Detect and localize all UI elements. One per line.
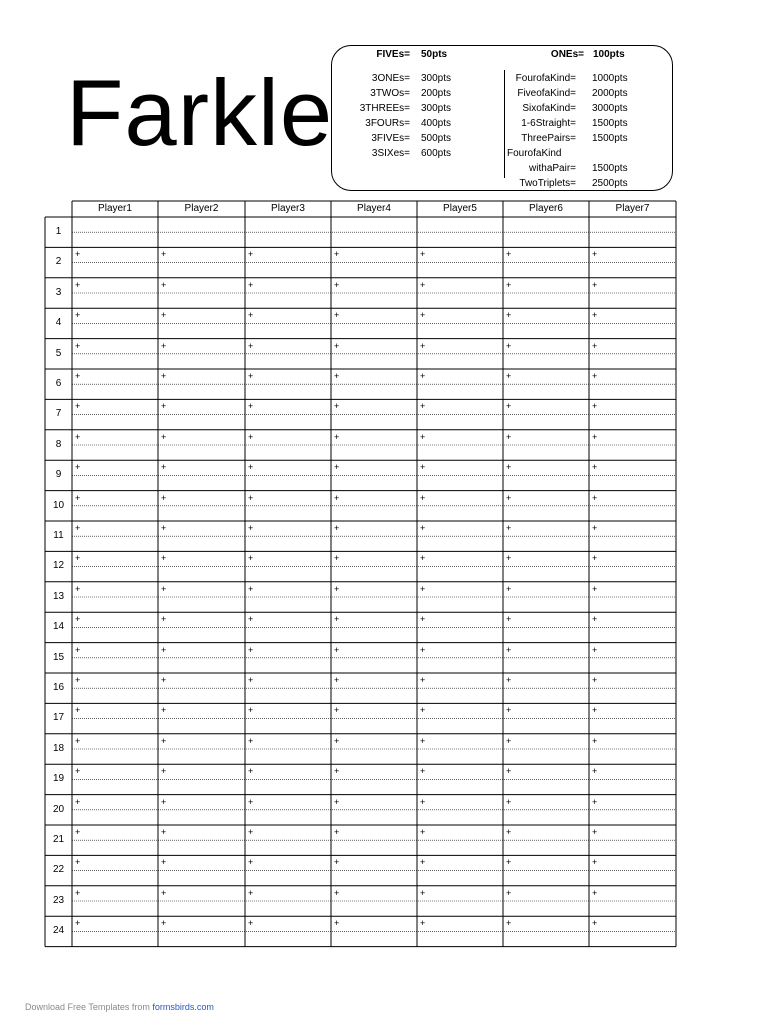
player-header: Player3	[271, 203, 305, 214]
score-cell-plus: +	[248, 644, 254, 655]
player-header: Player5	[443, 203, 477, 214]
score-cell-plus: +	[161, 675, 167, 685]
score-cell-plus: +	[506, 857, 512, 868]
score-cell-plus: +	[592, 766, 598, 777]
score-cell-plus: +	[420, 310, 426, 321]
score-cell-plus: +	[506, 431, 512, 442]
score-cell-plus: +	[506, 371, 512, 381]
score-cell-plus: +	[420, 705, 426, 716]
score-cell-plus: +	[506, 310, 512, 321]
row-number: 18	[52, 742, 65, 754]
row-number: 4	[55, 317, 62, 329]
score-cell-plus: +	[334, 310, 340, 321]
score-cell-plus: +	[420, 675, 426, 685]
score-cell-plus: +	[161, 827, 167, 837]
score-cell-plus: +	[592, 735, 598, 746]
row-number: 5	[55, 347, 62, 359]
score-cell-plus: +	[506, 705, 512, 716]
score-cell-plus: +	[334, 401, 340, 412]
score-cell-plus: +	[506, 462, 512, 473]
row-number: 23	[52, 894, 65, 906]
score-cell-plus: +	[75, 249, 81, 260]
row-number: 3	[55, 286, 62, 298]
score-value: 2500pts	[592, 178, 628, 189]
score-cell-plus: +	[248, 523, 254, 533]
score-cell-plus: +	[75, 523, 81, 533]
score-label: SixofaKind=	[522, 103, 576, 114]
score-cell-plus: +	[248, 431, 254, 442]
score-cell-plus: +	[420, 644, 426, 655]
score-cell-plus: +	[75, 918, 81, 929]
footer-credit	[25, 1002, 214, 1012]
score-cell-plus: +	[161, 401, 167, 412]
score-cell-plus: +	[592, 492, 598, 503]
score-cell-plus: +	[161, 371, 167, 381]
score-cell-plus: +	[75, 766, 81, 777]
player-header: Player6	[529, 203, 563, 214]
score-cell-plus: +	[248, 279, 254, 290]
score-cell-plus: +	[334, 918, 340, 929]
score-value-fives: 50pts	[421, 49, 448, 60]
score-cell-plus: +	[334, 857, 340, 868]
score-cell-plus: +	[248, 401, 254, 412]
score-cell-plus: +	[506, 766, 512, 777]
score-cell-plus: +	[592, 614, 598, 625]
score-cell-plus: +	[334, 340, 340, 351]
page-title: Farkle	[66, 60, 334, 165]
score-cell-plus: +	[592, 887, 598, 898]
score-cell-plus: +	[506, 796, 512, 807]
score-cell-plus: +	[592, 918, 598, 929]
score-cell-plus: +	[161, 857, 167, 868]
score-value: 1500pts	[592, 163, 628, 174]
player-header: Player4	[357, 203, 391, 214]
score-cell-plus: +	[420, 614, 426, 625]
score-cell-plus: +	[248, 492, 254, 503]
score-cell-plus: +	[161, 310, 167, 321]
score-cell-plus: +	[161, 462, 167, 473]
score-cell-plus: +	[248, 735, 254, 746]
score-cell-plus: +	[334, 523, 340, 533]
score-cell-plus: +	[506, 735, 512, 746]
score-value: 300pts	[421, 103, 452, 114]
score-cell-plus: +	[506, 523, 512, 533]
score-cell-plus: +	[75, 279, 81, 290]
score-label: FiveofaKind=	[517, 88, 576, 99]
score-label-fives: FIVEs=	[376, 49, 410, 60]
row-number: 21	[52, 834, 65, 845]
score-cell-plus: +	[248, 827, 254, 837]
score-cell-plus: +	[161, 279, 167, 290]
score-cell-plus: +	[420, 401, 426, 412]
score-cell-plus: +	[161, 705, 167, 716]
score-cell-plus: +	[161, 796, 167, 807]
score-value: 500pts	[421, 133, 452, 144]
score-cell-plus: +	[506, 401, 512, 412]
score-cell-plus: +	[506, 553, 512, 564]
score-value: 400pts	[421, 118, 452, 129]
score-cell-plus: +	[161, 918, 167, 929]
player-header: Player2	[184, 203, 219, 214]
score-cell-plus: +	[334, 553, 340, 564]
score-cell-plus: +	[334, 462, 340, 473]
score-cell-plus: +	[506, 887, 512, 898]
score-cell-plus: +	[420, 340, 426, 351]
score-cell-plus: +	[248, 766, 254, 777]
score-cell-plus: +	[506, 614, 512, 625]
score-cell-plus: +	[334, 431, 340, 442]
score-label: 3FIVEs=	[371, 133, 410, 144]
score-cell-plus: +	[161, 492, 167, 503]
row-number: 17	[52, 712, 65, 724]
score-label: 3ONEs=	[371, 73, 410, 84]
score-cell-plus: +	[592, 431, 598, 442]
score-cell-plus: +	[334, 705, 340, 716]
score-cell-plus: +	[420, 796, 426, 807]
score-cell-plus: +	[420, 462, 426, 473]
score-cell-plus: +	[248, 249, 254, 260]
score-cell-plus: +	[592, 675, 598, 685]
score-cell-plus: +	[592, 401, 598, 412]
score-cell-plus: +	[248, 583, 254, 594]
score-cell-plus: +	[334, 492, 340, 503]
score-cell-plus: +	[334, 279, 340, 290]
score-cell-plus: +	[334, 675, 340, 685]
score-cell-plus: +	[506, 249, 512, 260]
score-cell-plus: +	[161, 553, 167, 564]
score-cell-plus: +	[420, 918, 426, 929]
score-value: 300pts	[421, 73, 452, 84]
score-cell-plus: +	[592, 462, 598, 473]
score-cell-plus: +	[420, 279, 426, 290]
score-cell-plus: +	[592, 857, 598, 868]
score-cell-plus: +	[75, 492, 81, 503]
score-cell-plus: +	[420, 583, 426, 594]
score-cell-plus: +	[75, 340, 81, 351]
score-cell-plus: +	[506, 583, 512, 594]
score-cell-plus: +	[592, 705, 598, 716]
score-cell-plus: +	[248, 462, 254, 473]
score-cell-plus: +	[420, 492, 426, 503]
score-cell-plus: +	[420, 827, 426, 837]
score-cell-plus: +	[506, 675, 512, 685]
score-cell-plus: +	[75, 644, 81, 655]
score-cell-plus: +	[75, 431, 81, 442]
row-number: 14	[52, 621, 65, 633]
score-cell-plus: +	[334, 371, 340, 381]
footer-text: Download Free Templates from	[25, 1002, 153, 1012]
score-label: FourofaKind	[507, 148, 562, 159]
score-cell-plus: +	[161, 614, 167, 625]
score-cell-plus: +	[75, 705, 81, 716]
score-cell-plus: +	[420, 887, 426, 898]
score-label: 3THREEs=	[359, 103, 410, 114]
score-cell-plus: +	[248, 705, 254, 716]
row-number: 8	[55, 438, 62, 450]
row-number: 1	[55, 226, 62, 237]
score-label: 3FOURs=	[365, 118, 410, 129]
score-cell-plus: +	[334, 583, 340, 594]
score-cell-plus: +	[506, 492, 512, 503]
score-cell-plus: +	[75, 675, 81, 685]
player-header: Player7	[615, 203, 650, 214]
score-cell-plus: +	[75, 583, 81, 594]
row-number: 19	[52, 773, 65, 785]
score-cell-plus: +	[75, 553, 81, 564]
score-cell-plus: +	[248, 614, 254, 625]
score-cell-plus: +	[75, 827, 81, 837]
score-cell-plus: +	[592, 827, 598, 837]
score-cell-plus: +	[592, 583, 598, 594]
score-label: ThreePairs=	[521, 133, 576, 144]
score-cell-plus: +	[161, 583, 167, 594]
score-cell-plus: +	[334, 796, 340, 807]
row-number: 22	[52, 864, 65, 876]
score-cell-plus: +	[161, 887, 167, 898]
score-value: 200pts	[421, 88, 452, 99]
score-cell-plus: +	[506, 827, 512, 837]
score-cell-plus: +	[334, 766, 340, 777]
row-number: 15	[52, 651, 65, 663]
score-cell-plus: +	[420, 431, 426, 442]
row-number: 24	[52, 925, 65, 937]
score-cell-plus: +	[506, 279, 512, 290]
score-cell-plus: +	[506, 918, 512, 929]
row-number: 16	[52, 682, 65, 693]
score-cell-plus: +	[506, 644, 512, 655]
score-cell-plus: +	[420, 735, 426, 746]
score-cell-plus: +	[592, 340, 598, 351]
score-value: 1500pts	[592, 118, 628, 129]
score-cell-plus: +	[420, 371, 426, 381]
score-cell-plus: +	[75, 735, 81, 746]
score-cell-plus: +	[75, 887, 81, 898]
row-number: 2	[55, 256, 62, 268]
score-cell-plus: +	[334, 735, 340, 746]
score-cell-plus: +	[334, 614, 340, 625]
score-label: FourofaKind=	[515, 73, 576, 84]
score-cell-plus: +	[592, 310, 598, 321]
score-label: TwoTriplets=	[519, 178, 576, 189]
score-cell-plus: +	[75, 614, 81, 625]
score-cell-plus: +	[161, 431, 167, 442]
row-number: 12	[52, 560, 65, 572]
score-cell-plus: +	[592, 796, 598, 807]
score-label: 1-6Straight=	[521, 118, 576, 129]
score-cell-plus: +	[248, 887, 254, 898]
score-value: 600pts	[421, 148, 452, 159]
row-number: 9	[55, 469, 62, 481]
score-label: 3TWOs=	[370, 88, 410, 99]
score-value: 1500pts	[592, 133, 628, 144]
score-cell-plus: +	[592, 553, 598, 564]
score-cell-plus: +	[161, 249, 167, 260]
row-number: 11	[53, 530, 64, 541]
score-cell-plus: +	[161, 644, 167, 655]
score-cell-plus: +	[75, 371, 81, 381]
score-label: withaPair=	[529, 163, 576, 174]
score-cell-plus: +	[592, 371, 598, 381]
row-number: 6	[55, 378, 62, 389]
score-cell-plus: +	[248, 371, 254, 381]
score-cell-plus: +	[420, 766, 426, 777]
score-cell-plus: +	[334, 887, 340, 898]
score-cell-plus: +	[248, 675, 254, 685]
row-number: 20	[52, 803, 65, 815]
score-cell-plus: +	[248, 796, 254, 807]
score-cell-plus: +	[248, 918, 254, 929]
score-cell-plus: +	[248, 857, 254, 868]
score-cell-plus: +	[334, 249, 340, 260]
score-cell-plus: +	[248, 340, 254, 351]
score-cell-plus: +	[248, 310, 254, 321]
score-cell-plus: +	[420, 553, 426, 564]
row-number: 10	[52, 499, 65, 511]
score-cell-plus: +	[420, 857, 426, 868]
score-value: 3000pts	[592, 103, 628, 114]
footer-link[interactable]: formsbirds.com	[152, 1002, 214, 1012]
score-cell-plus: +	[420, 523, 426, 533]
score-cell-plus: +	[161, 340, 167, 351]
score-cell-plus: +	[420, 249, 426, 260]
score-cell-plus: +	[75, 462, 81, 473]
score-cell-plus: +	[75, 310, 81, 321]
score-cell-plus: +	[248, 553, 254, 564]
score-cell-plus: +	[592, 249, 598, 260]
score-cell-plus: +	[161, 523, 167, 533]
score-cell-plus: +	[592, 644, 598, 655]
score-cell-plus: +	[334, 827, 340, 837]
row-number: 13	[52, 590, 65, 602]
score-value: 1000pts	[592, 73, 628, 84]
score-cell-plus: +	[592, 279, 598, 290]
score-cell-plus: +	[75, 796, 81, 807]
score-cell-plus: +	[161, 735, 167, 746]
score-cell-plus: +	[161, 766, 167, 777]
score-cell-plus: +	[75, 857, 81, 868]
row-number: 7	[55, 408, 62, 420]
score-cell-plus: +	[506, 340, 512, 351]
score-cell-plus: +	[334, 644, 340, 655]
score-value: 2000pts	[592, 88, 628, 99]
score-value-ones: 100pts	[593, 49, 625, 60]
score-cell-plus: +	[592, 523, 598, 533]
score-label-ones: ONEs=	[550, 49, 584, 60]
score-cell-plus: +	[75, 401, 81, 412]
player-header: Player1	[98, 203, 132, 214]
score-label: 3SIXes=	[371, 148, 410, 159]
